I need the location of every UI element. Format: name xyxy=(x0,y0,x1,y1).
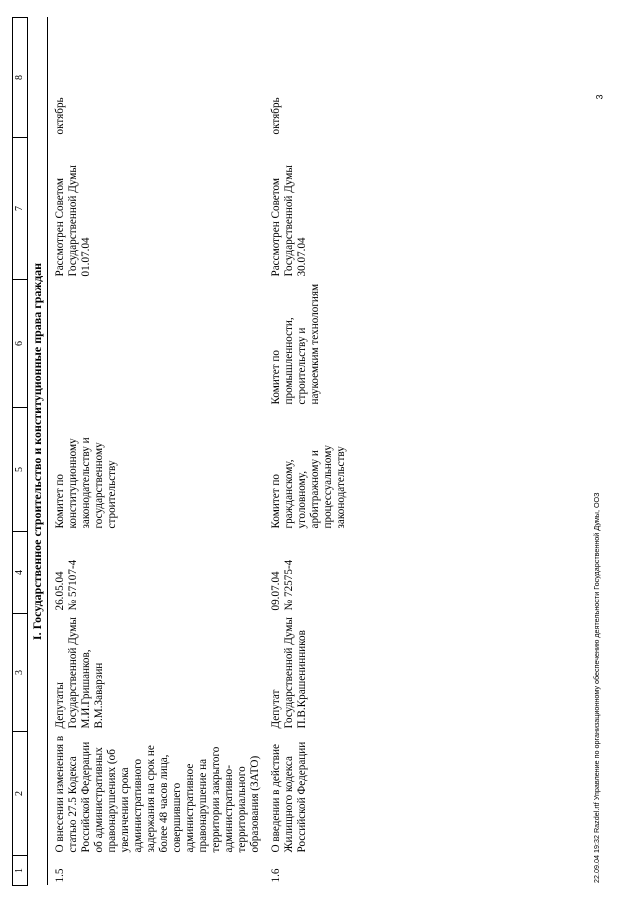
coexecutor-committee xyxy=(48,280,265,408)
section-heading-row xyxy=(28,18,48,886)
col-number-6: 6 xyxy=(13,280,28,408)
bill-table xyxy=(12,17,350,886)
col-number-1: 1 xyxy=(13,856,28,886)
bill-title: О внесении изменения в статью 27.5 Кодекса Российской Федерации об административных правонарушениях (об увеличении срока административного задержания на срок не более 48 часов лица, совершившего административное правонарушение на территории закрытого административно-территориального образования (ЗАТО) xyxy=(54,735,261,853)
row-number: 1.6 xyxy=(270,868,282,883)
responsible-committee: Комитет по конституционному законодательству и государственному строительству xyxy=(54,437,118,529)
bill-status: Рассмотрен Советом Государственной Думы 01.07.04 xyxy=(54,165,92,277)
page-footer: 22.09.04 19:32 Razdel.rtf Управление по организационному обеспечению деятельности Государственной Думы, ООЗ xyxy=(592,492,601,883)
bill-title: О введении в действие Жилищного кодекса Российской Федерации xyxy=(270,741,308,853)
bill-status: Рассмотрен Советом Государственной Думы 30.07.04 xyxy=(270,165,308,277)
coexecutor-committee: Комитет по промышленности, строительству и наукоемким технологиям xyxy=(270,283,321,405)
col-number-8: 8 xyxy=(13,18,28,138)
section-title: I. Государственное строительство и конституционные права граждан xyxy=(28,18,48,886)
col-number-4: 4 xyxy=(13,532,28,614)
table-row xyxy=(264,18,350,886)
page-number: 3 xyxy=(594,94,605,100)
col-number-3: 3 xyxy=(13,614,28,732)
review-month: октябрь xyxy=(54,97,66,135)
col-number-2: 2 xyxy=(13,732,28,856)
bill-author: Депутат Государственной Думы П.В.Крашенинников xyxy=(270,617,308,729)
bill-date-number: 09.07.04 № 72575-4 xyxy=(270,559,295,611)
rotated-table-wrapper xyxy=(12,18,612,886)
bill-author: Депутаты Государственной Думы М.И.Гришанков, В.М.Заварзин xyxy=(54,617,105,729)
col-number-7: 7 xyxy=(13,138,28,280)
review-month: октябрь xyxy=(270,97,282,135)
bill-date-number: 26.05.04 № 57107-4 xyxy=(54,559,79,611)
responsible-committee: Комитет по гражданскому, уголовному, арбитражному и процессуальному законодательству xyxy=(270,445,347,529)
column-number-row xyxy=(13,18,28,886)
col-number-5: 5 xyxy=(13,408,28,532)
row-number: 1.5 xyxy=(54,868,66,883)
table-row xyxy=(48,18,265,886)
